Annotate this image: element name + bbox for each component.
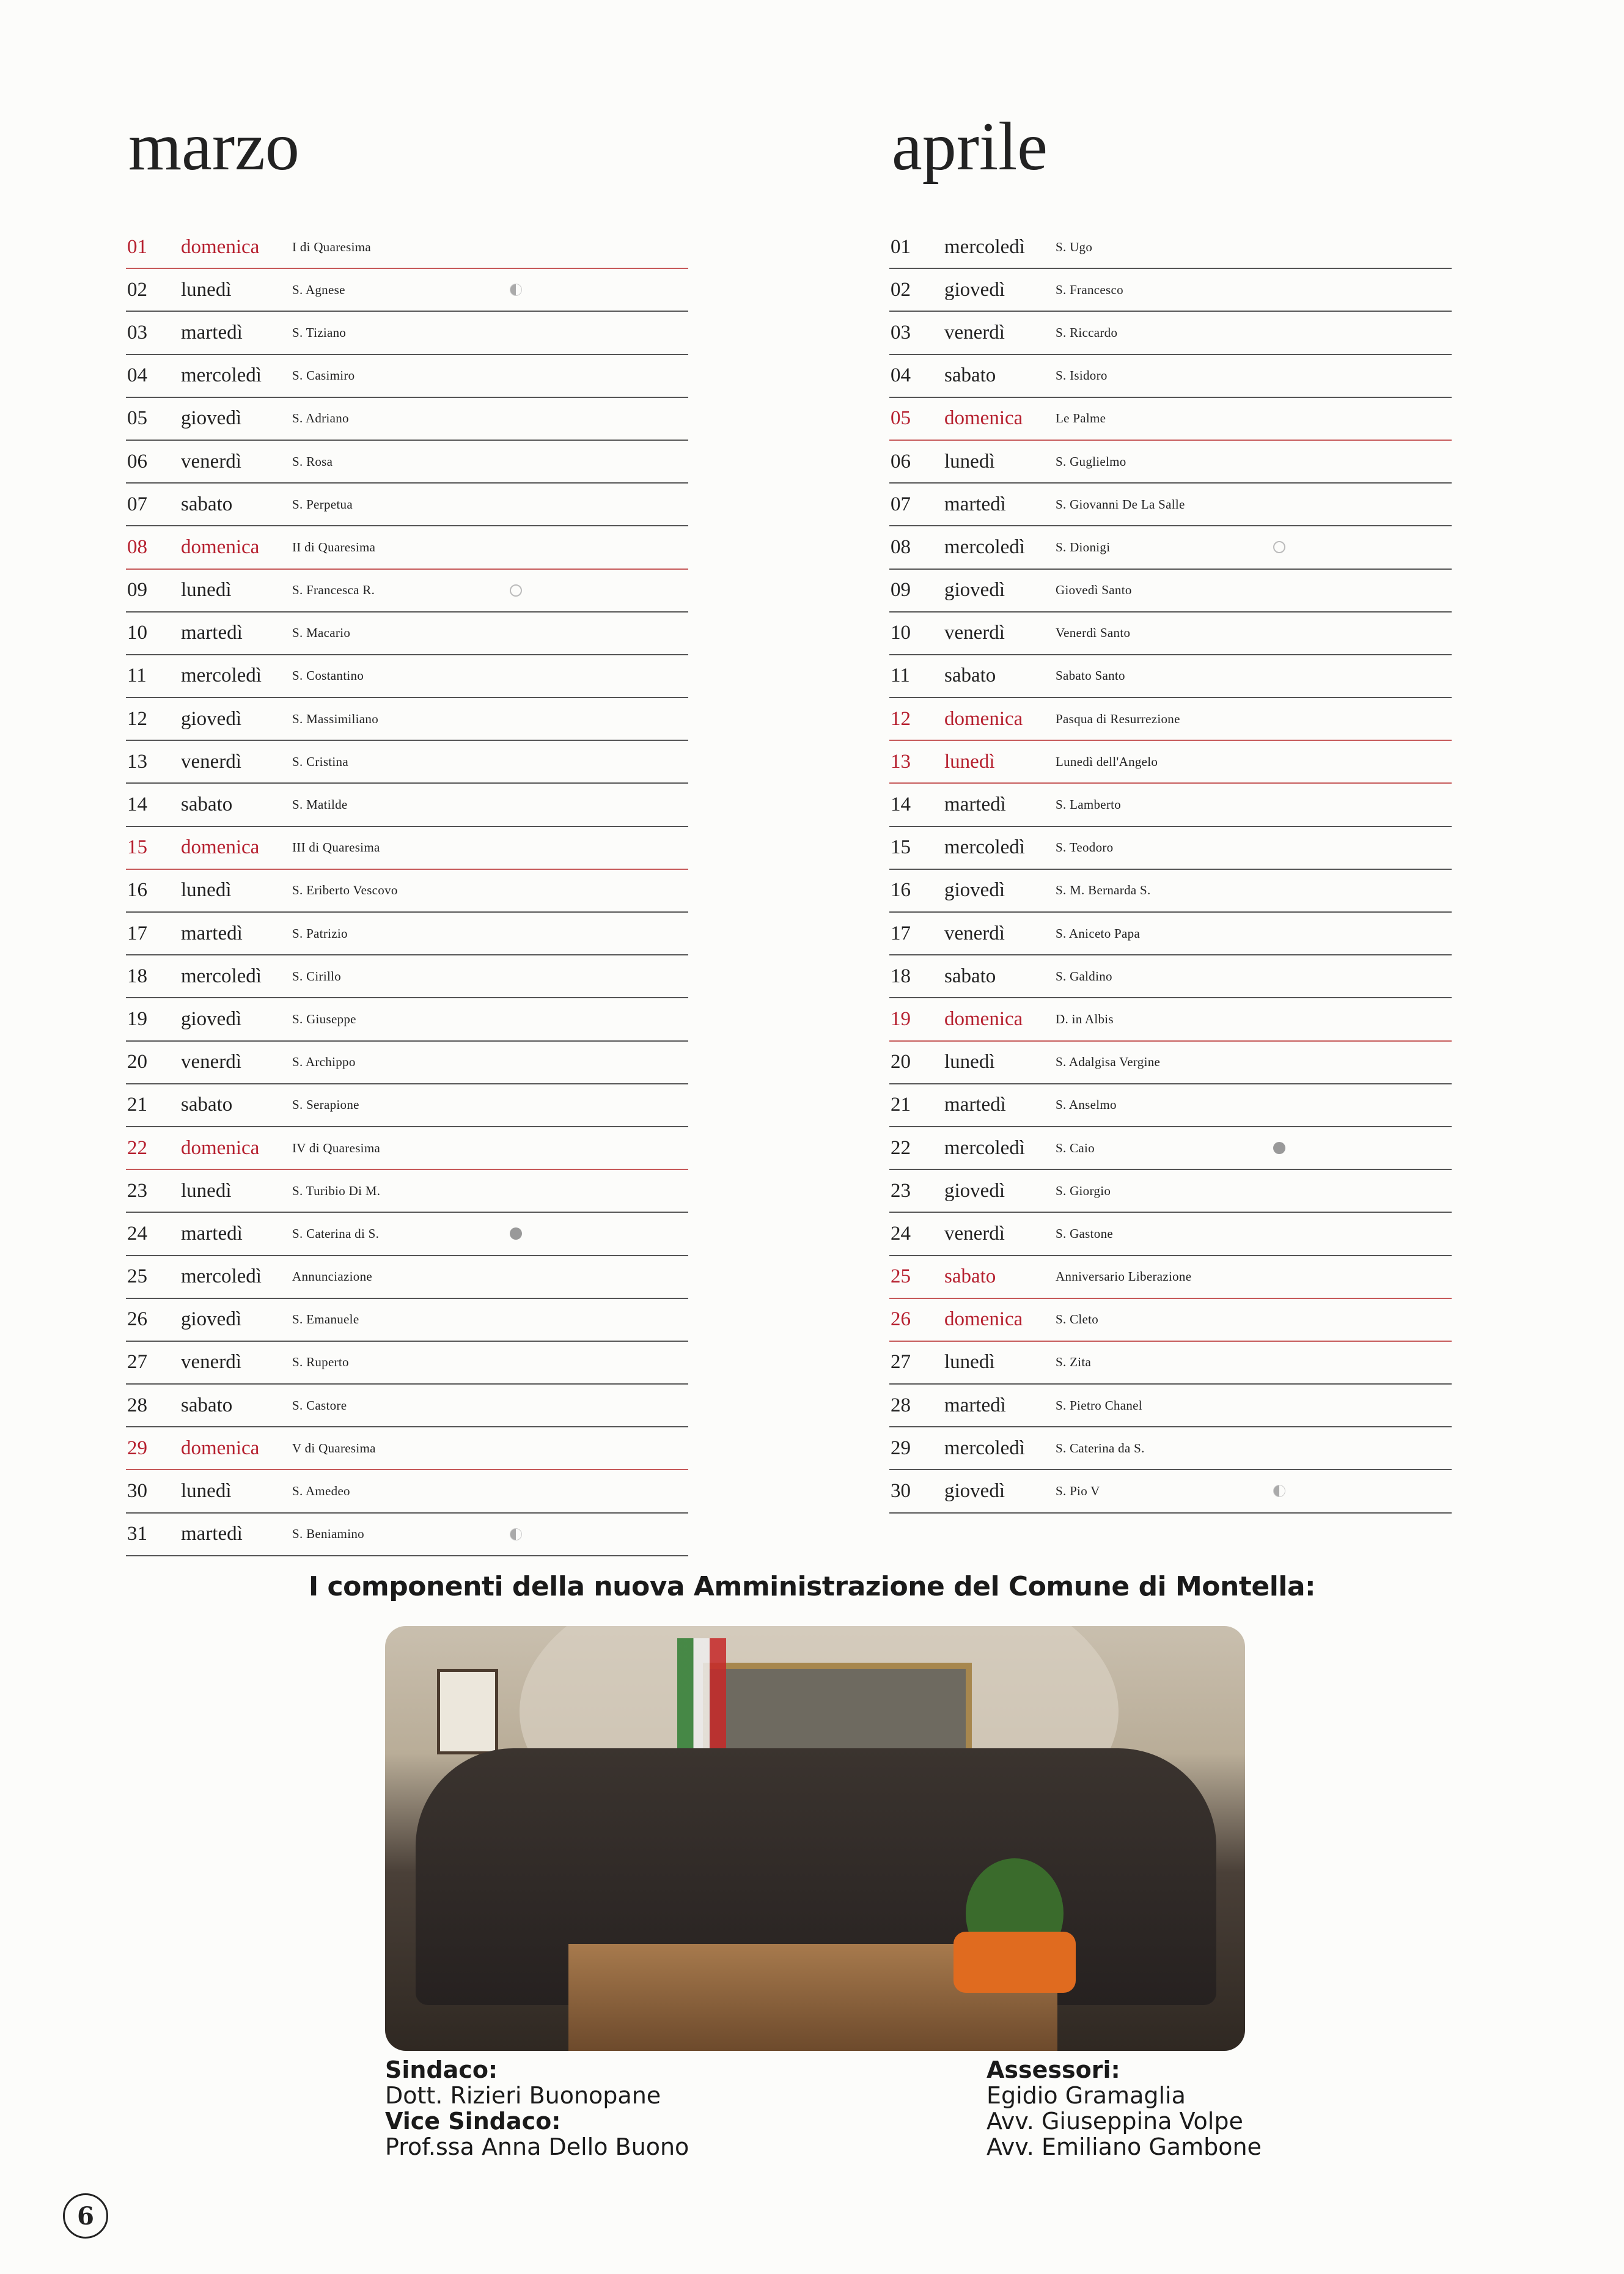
saint-name: S. Guglielmo [1056,454,1126,469]
saint-name: S. Massimiliano [292,711,379,726]
calendar-day-row [889,913,1452,955]
day-number: 03 [891,321,911,344]
saint-name: S. M. Bernarda S. [1056,883,1151,898]
saint-name: S. Galdino [1056,968,1112,984]
saint-name: III di Quaresima [292,840,380,855]
saint-name: S. Amedeo [292,1484,350,1499]
day-number: 17 [127,922,147,944]
weekday-name: martedì [944,493,1006,515]
calendar-day-row [126,570,688,613]
day-number: 03 [127,321,147,344]
saint-name: S. Macario [292,625,351,641]
day-number: 25 [127,1265,147,1288]
saint-name: S. Perpetua [292,496,353,512]
saint-name: S. Caterina da S. [1056,1440,1145,1455]
weekday-name: venerdì [944,922,1005,944]
calendar-day-row [126,1470,688,1513]
saint-name: S. Aniceto Papa [1056,925,1141,941]
day-number: 07 [127,493,147,515]
weekday-name: venerdì [181,1351,241,1374]
calendar-day-row [126,355,688,398]
day-number: 26 [891,1308,911,1331]
weekday-name: lunedì [944,1051,995,1073]
saint-name: S. Rosa [292,454,333,469]
calendar-day-row [889,698,1452,741]
saint-name: S. Tiziano [292,325,347,340]
saint-name: S. Anselmo [1056,1097,1117,1113]
weekday-name: martedì [181,622,243,644]
weekday-name: martedì [181,321,243,344]
day-number: 13 [891,750,911,773]
saint-name: S. Caio [1056,1140,1095,1155]
weekday-name: domenica [181,1136,260,1159]
weekday-name: giovedì [181,1007,241,1030]
assessors-caption [987,2057,1262,2160]
photo-portrait-frame [437,1669,498,1754]
assessor-name: Avv. Emiliano Gambone [987,2133,1262,2160]
day-number: 01 [891,235,911,258]
weekday-name: lunedì [181,579,232,602]
weekday-name: sabato [944,1265,996,1288]
weekday-name: venerdì [944,321,1005,344]
weekday-name: mercoledì [944,1437,1025,1459]
calendar-day-row [889,741,1452,784]
day-number: 11 [127,664,147,687]
calendar-day-row [126,526,688,569]
weekday-name: sabato [944,664,996,687]
saint-name: S. Pietro Chanel [1056,1397,1142,1413]
weekday-name: martedì [181,922,243,944]
moon-phase-icon [510,1227,522,1240]
weekday-name: domenica [944,1308,1023,1331]
saint-name: S. Dionigi [1056,539,1111,554]
calendar-day-row [126,784,688,826]
day-number: 16 [127,879,147,902]
saint-name: S. Zita [1056,1355,1092,1370]
saint-name: S. Ruperto [292,1355,349,1370]
saint-name: S. Archippo [292,1054,356,1070]
calendar-day-row [126,1170,688,1213]
calendar-day-row [889,269,1452,312]
saint-name: S. Matilde [292,797,348,812]
calendar-day-row [126,1042,688,1084]
day-number: 22 [127,1136,147,1159]
weekday-name: sabato [181,493,233,515]
saint-name: S. Giuseppe [292,1011,356,1026]
saint-name: S. Agnese [292,282,345,297]
calendar-day-row [889,441,1452,484]
day-number: 27 [891,1351,911,1374]
calendar-day-row [889,1256,1452,1299]
moon-phase-icon [1273,541,1285,553]
march-calendar [126,104,688,1545]
calendar-day-row [889,398,1452,441]
section-title: I componenti della nuova Amministrazione del Comune di Montella: [308,1571,1316,1602]
weekday-name: venerdì [944,622,1005,644]
weekday-name: mercoledì [944,235,1025,258]
calendar-day-row [126,613,688,655]
weekday-name: sabato [181,1094,233,1116]
group-photo [385,1626,1245,2051]
saint-name: Le Palme [1056,411,1106,426]
day-number: 20 [127,1051,147,1073]
mayor-caption [385,2057,689,2160]
weekday-name: venerdì [181,1051,241,1073]
weekday-name: sabato [944,364,996,387]
saint-name: S. Costantino [292,668,364,683]
calendar-day-row [889,1127,1452,1170]
weekday-name: domenica [944,707,1023,730]
saint-name: S. Cirillo [292,968,342,984]
calendar-day-row [889,827,1452,870]
day-number: 13 [127,750,147,773]
weekday-name: giovedì [944,278,1005,301]
march-day-list [126,226,688,1556]
saint-name: Pasqua di Resurrezione [1056,711,1180,726]
mayor-name: Dott. Rizieri Buonopane [385,2082,661,2109]
day-number: 14 [891,793,911,816]
saint-name: S. Casimiro [292,368,355,383]
calendar-day-row [126,913,688,955]
weekday-name: lunedì [944,1351,995,1374]
calendar-day-row [889,955,1452,998]
calendar-day-row [889,1299,1452,1342]
weekday-name: giovedì [944,879,1005,902]
saint-name: S. Isidoro [1056,368,1108,383]
weekday-name: giovedì [181,407,241,430]
saint-name: Lunedì dell'Angelo [1056,754,1158,769]
weekday-name: mercoledì [181,664,262,687]
weekday-name: martedì [944,793,1006,816]
calendar-day-row [889,226,1452,269]
day-number: 31 [127,1523,147,1545]
weekday-name: martedì [944,1094,1006,1116]
vice-mayor-label: Vice Sindaco: [385,2108,561,2135]
moon-phase-icon [1273,1485,1285,1497]
weekday-name: mercoledì [181,1265,262,1288]
day-number: 18 [891,965,911,987]
weekday-name: mercoledì [181,364,262,387]
saint-name: S. Cristina [292,754,348,769]
day-number: 08 [127,535,147,558]
photo-plant-pot [953,1932,1076,1993]
calendar-day-row [126,226,688,269]
day-number: 12 [891,707,911,730]
weekday-name: domenica [181,1437,260,1459]
saint-name: S. Adalgisa Vergine [1056,1054,1161,1070]
weekday-name: lunedì [944,750,995,773]
calendar-day-row [889,1084,1452,1127]
vice-mayor-name: Prof.ssa Anna Dello Buono [385,2133,689,2160]
march-title: marzo [128,109,299,185]
weekday-name: domenica [944,1007,1023,1030]
day-number: 19 [127,1007,147,1030]
saint-name: S. Giovanni De La Salle [1056,496,1185,512]
weekday-name: mercoledì [944,1136,1025,1159]
weekday-name: martedì [944,1394,1006,1416]
saint-name: Venerdì Santo [1056,625,1131,641]
day-number: 25 [891,1265,911,1288]
day-number: 16 [891,879,911,902]
calendar-day-row [126,1127,688,1170]
calendar-day-row [126,1213,688,1256]
weekday-name: giovedì [181,707,241,730]
calendar-day-row [126,312,688,355]
day-number: 20 [891,1051,911,1073]
weekday-name: domenica [944,407,1023,430]
calendar-day-row [126,998,688,1041]
day-number: 17 [891,922,911,944]
calendar-day-row [889,1213,1452,1256]
assessors-label: Assessori: [987,2056,1120,2083]
saint-name: S. Cleto [1056,1312,1099,1327]
day-number: 05 [127,407,147,430]
weekday-name: lunedì [181,879,232,902]
saint-name: S. Lamberto [1056,797,1122,812]
day-number: 15 [891,836,911,859]
saint-name: S. Ugo [1056,239,1093,254]
calendar-day-row [889,355,1452,398]
saint-name: I di Quaresima [292,239,371,254]
april-day-list [889,226,1452,1514]
saint-name: S. Castore [292,1397,347,1413]
calendar-day-row [126,1514,688,1556]
day-number: 18 [127,965,147,987]
moon-phase-icon [510,1528,522,1540]
day-number: 09 [127,579,147,602]
calendar-day-row [126,398,688,441]
day-number: 21 [127,1094,147,1116]
saint-name: S. Riccardo [1056,325,1118,340]
calendar-day-row [126,698,688,741]
saint-name: S. Adriano [292,411,349,426]
mayor-label: Sindaco: [385,2056,498,2083]
calendar-day-row [889,526,1452,569]
saint-name: S. Caterina di S. [292,1226,380,1241]
weekday-name: domenica [181,235,260,258]
day-number: 28 [127,1394,147,1416]
saint-name: D. in Albis [1056,1011,1114,1026]
calendar-day-row [889,870,1452,913]
calendar-day-row [889,1042,1452,1084]
saint-name: S. Eriberto Vescovo [292,883,398,898]
weekday-name: sabato [181,1394,233,1416]
calendar-day-row [126,441,688,484]
day-number: 22 [891,1136,911,1159]
day-number: 30 [891,1480,911,1503]
weekday-name: domenica [181,836,260,859]
saint-name: S. Turibio Di M. [292,1183,381,1198]
weekday-name: giovedì [944,1179,1005,1202]
weekday-name: domenica [181,535,260,558]
calendar-day-row [126,741,688,784]
calendar-day-row [126,484,688,526]
saint-name: S. Beniamino [292,1526,364,1542]
day-number: 10 [127,622,147,644]
saint-name: IV di Quaresima [292,1140,381,1155]
saint-name: S. Gastone [1056,1226,1113,1241]
day-number: 09 [891,579,911,602]
calendar-day-row [889,570,1452,613]
calendar-day-row [889,1427,1452,1470]
day-number: 05 [891,407,911,430]
day-number: 06 [891,450,911,473]
day-number: 06 [127,450,147,473]
saint-name: S. Pio V [1056,1484,1100,1499]
day-number: 29 [891,1437,911,1459]
day-number: 14 [127,793,147,816]
day-number: 30 [127,1480,147,1503]
day-number: 10 [891,622,911,644]
day-number: 24 [891,1222,911,1245]
day-number: 11 [891,664,910,687]
saint-name: Anniversario Liberazione [1056,1269,1192,1284]
day-number: 28 [891,1394,911,1416]
weekday-name: sabato [944,965,996,987]
calendar-day-row [126,655,688,698]
day-number: 19 [891,1007,911,1030]
calendar-day-row [126,827,688,870]
calendar-day-row [126,1299,688,1342]
day-number: 26 [127,1308,147,1331]
saint-name: II di Quaresima [292,539,376,554]
calendar-day-row [889,613,1452,655]
april-title: aprile [892,109,1048,185]
saint-name: Giovedì Santo [1056,583,1132,598]
weekday-name: lunedì [181,1480,232,1503]
saint-name: S. Patrizio [292,925,348,941]
calendar-day-row [889,655,1452,698]
day-number: 24 [127,1222,147,1245]
day-number: 04 [127,364,147,387]
day-number: 07 [891,493,911,515]
calendar-day-row [889,998,1452,1041]
calendar-day-row [889,1470,1452,1513]
calendar-day-row [126,1256,688,1299]
weekday-name: giovedì [944,579,1005,602]
calendar-day-row [889,1342,1452,1385]
day-number: 04 [891,364,911,387]
calendar-day-row [889,312,1452,355]
saint-name: S. Teodoro [1056,840,1114,855]
weekday-name: lunedì [181,1179,232,1202]
weekday-name: mercoledì [944,836,1025,859]
weekday-name: venerdì [181,450,241,473]
page-number: 6 [63,2193,108,2239]
day-number: 02 [891,278,911,301]
calendar-day-row [126,1342,688,1385]
assessor-name: Avv. Giuseppina Volpe [987,2108,1243,2135]
moon-phase-icon [1273,1142,1285,1154]
day-number: 02 [127,278,147,301]
day-number: 08 [891,535,911,558]
saint-name: Sabato Santo [1056,668,1125,683]
moon-phase-icon [510,584,522,597]
calendar-day-row [889,1170,1452,1213]
saint-name: V di Quaresima [292,1440,376,1455]
calendar-day-row [126,1427,688,1470]
saint-name: S. Giorgio [1056,1183,1111,1198]
calendar-day-row [889,484,1452,526]
calendar-day-row [126,269,688,312]
day-number: 12 [127,707,147,730]
weekday-name: venerdì [944,1222,1005,1245]
day-number: 29 [127,1437,147,1459]
assessor-name: Egidio Gramaglia [987,2082,1186,2109]
weekday-name: giovedì [944,1480,1005,1503]
weekday-name: mercoledì [181,965,262,987]
weekday-name: mercoledì [944,535,1025,558]
calendar-day-row [889,1385,1452,1427]
day-number: 21 [891,1094,911,1116]
calendar-day-row [126,870,688,913]
weekday-name: venerdì [181,750,241,773]
day-number: 23 [127,1179,147,1202]
moon-phase-icon [510,284,522,296]
weekday-name: giovedì [181,1308,241,1331]
weekday-name: lunedì [944,450,995,473]
day-number: 15 [127,836,147,859]
saint-name: Annunciazione [292,1269,373,1284]
day-number: 01 [127,235,147,258]
calendar-day-row [889,784,1452,826]
weekday-name: sabato [181,793,233,816]
day-number: 27 [127,1351,147,1374]
saint-name: S. Serapione [292,1097,359,1113]
day-number: 23 [891,1179,911,1202]
weekday-name: martedì [181,1222,243,1245]
saint-name: S. Emanuele [292,1312,359,1327]
april-calendar [889,104,1452,1503]
calendar-day-row [126,955,688,998]
calendar-day-row [126,1385,688,1427]
saint-name: S. Francesca R. [292,583,375,598]
weekday-name: martedì [181,1523,243,1545]
saint-name: S. Francesco [1056,282,1123,297]
calendar-day-row [126,1084,688,1127]
weekday-name: lunedì [181,278,232,301]
